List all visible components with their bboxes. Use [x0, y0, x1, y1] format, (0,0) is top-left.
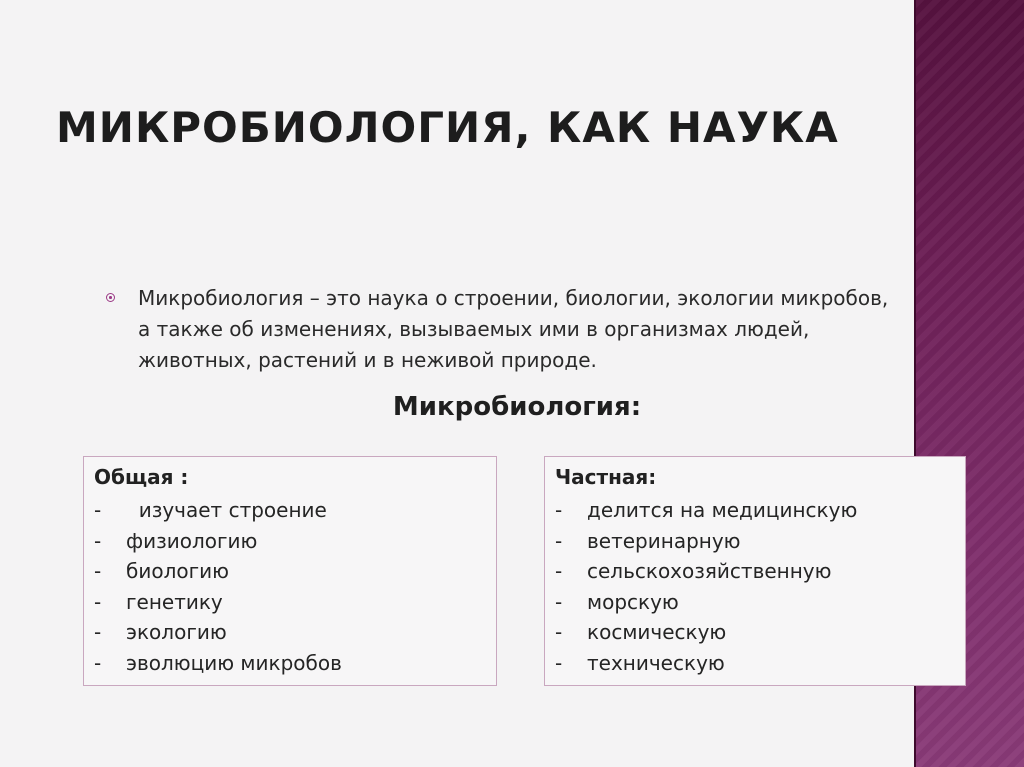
list-item-text: морскую	[587, 589, 679, 614]
list-item	[555, 617, 857, 648]
list-item-text: генетику	[126, 589, 223, 614]
general-microbiology-box	[83, 456, 497, 686]
list-item-text: физиологию	[126, 528, 258, 553]
list-dash: -	[555, 559, 563, 584]
definition-text: Микробиология – это наука о строении, биологии, экологии микробов, а также об изменениях, вызываемых ими в организмах людей, животных, растений и в неживой природе.	[138, 286, 889, 372]
list-item	[555, 495, 857, 526]
list-dash: -	[94, 498, 102, 522]
list-item-text: сельскохозяйственную	[587, 559, 832, 584]
specific-microbiology-box	[544, 456, 966, 686]
list-item	[555, 556, 857, 587]
list-item-text: биологию	[126, 559, 229, 584]
list-dash: -	[94, 589, 102, 614]
list-item	[94, 617, 342, 648]
list-dash: -	[555, 650, 563, 675]
general-list	[94, 495, 342, 679]
list-item-text: ветеринарную	[587, 528, 741, 553]
list-item-text: техническую	[587, 650, 725, 675]
list-dash: -	[555, 528, 563, 553]
list-item	[94, 495, 342, 526]
list-dash: -	[94, 528, 102, 553]
list-item	[555, 587, 857, 618]
list-item	[555, 526, 857, 557]
list-item	[94, 556, 342, 587]
list-item-text: космическую	[587, 620, 727, 645]
list-dash: -	[555, 498, 563, 522]
list-item-text: экологию	[126, 620, 227, 645]
list-item	[555, 648, 857, 679]
list-dash: -	[555, 589, 563, 614]
specific-list	[555, 495, 857, 679]
section-subheading: Микробиология:	[392, 392, 642, 422]
list-item-text: изучает строение	[126, 498, 327, 522]
specific-box-title: Частная:	[555, 465, 657, 489]
slide-title: МИКРОБИОЛОГИЯ, КАК НАУКА	[56, 103, 839, 152]
circle-dot-icon	[106, 293, 115, 302]
list-item	[94, 526, 342, 557]
list-item	[94, 648, 342, 679]
list-dash: -	[94, 620, 102, 645]
general-box-title: Общая :	[94, 465, 189, 489]
list-dash: -	[555, 620, 563, 645]
list-dash: -	[94, 650, 102, 675]
list-item-text: эволюцию микробов	[126, 650, 342, 675]
list-item-text: делится на медицинскую	[587, 498, 858, 522]
list-dash: -	[94, 559, 102, 584]
list-item	[94, 587, 342, 618]
